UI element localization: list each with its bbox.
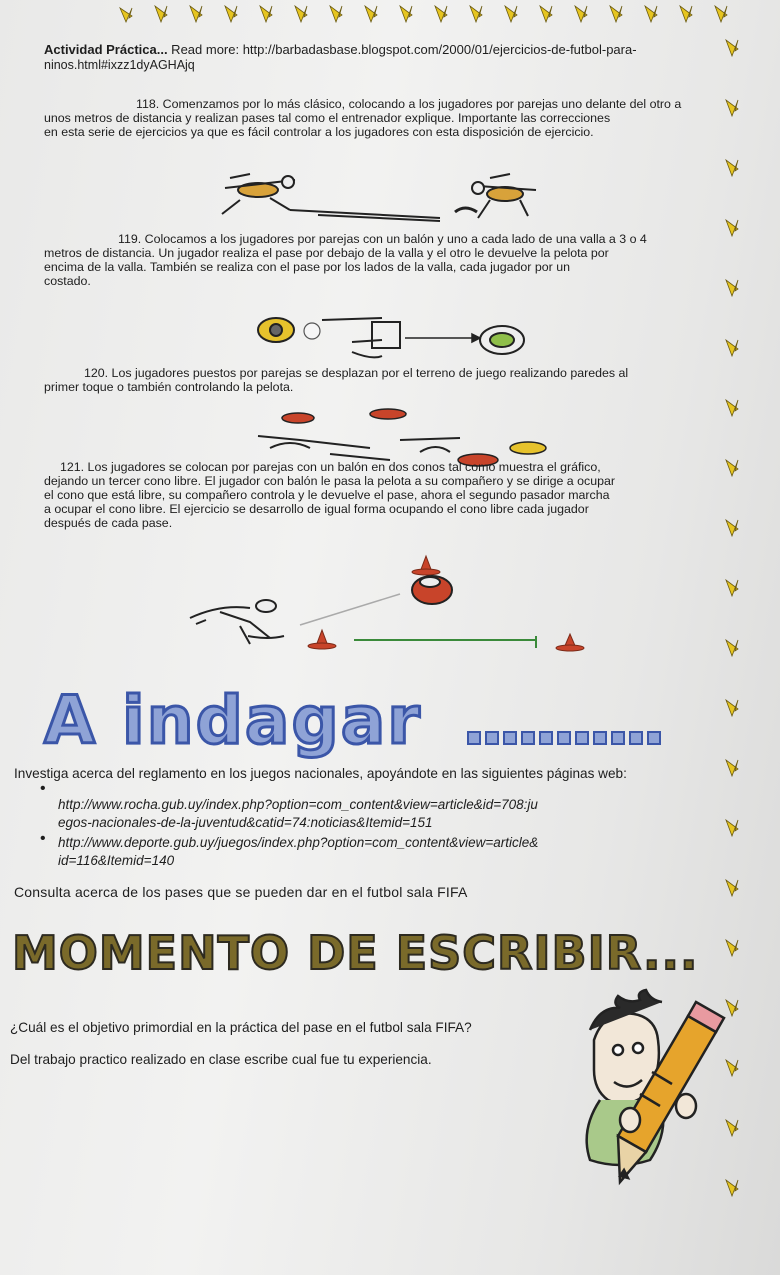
exercise-121-line1: 121. Los jugadores se colocan por parejas con un balón en dos conos tal como muestra el gráfico, (60, 460, 601, 474)
exercise-120-line2: primer toque o también controlando la pelota. (44, 380, 294, 394)
read-more-link[interactable]: Read more: http://barbadasbase.blogspot.com/2000/01/ejercicios-de-futbol-para- (167, 42, 637, 57)
exercise-118-line1: 118. Comenzamos por lo más clásico, colocando a los jugadores por parejas uno delante del otro a (136, 97, 682, 111)
indagar-heading: A indagar (44, 682, 422, 759)
link-deporte-line1[interactable]: http://www.deporte.gub.uy/juegos/index.php?option=com_content&view=article& (58, 835, 539, 850)
exercise-121-line4: a ocupar el cono libre. El ejercicio se desarrollo de igual forma ocupando el cono libre cada jugador (44, 502, 589, 516)
exercise-118-line3: en esta serie de ejercicios ya que es fácil controlar a los jugadores con esta disposición de ejercicio. (44, 125, 594, 139)
bullet-2: • (40, 830, 46, 847)
exercise-121-line5: después de cada pase. (44, 516, 173, 530)
exercise-119-line3: encima de la valla. También se realiza con el pase por los lados de la valla, cada jugador por un (44, 260, 571, 274)
exercise-119-line2: metros de distancia. Un jugador realiza el pase por debajo de la valla y el otro le devuelve la pelota por (44, 246, 609, 260)
indagar-intro: Investiga acerca del reglamento en los juegos nacionales, apoyándote en las siguientes páginas web: (14, 766, 627, 781)
link-deporte-line2[interactable]: id=116&Itemid=140 (58, 853, 175, 868)
exercise-118-line2: unos metros de distancia y realizan pases tal como el entrenador explique. Importante las correcciones (44, 111, 611, 125)
consulta-text: Consulta acerca de los pases que se pueden dar en el futbol sala FIFA (14, 884, 468, 900)
bullet-1: • (40, 780, 46, 797)
activity-title: Actividad Práctica... (44, 42, 168, 57)
exercise-121-line3: el cono que está libre, su compañero controla y le devuelve el pase, ahora el segundo pasador marcha (44, 488, 610, 502)
exercise-119-line1: 119. Colocamos a los jugadores por parejas con un balón y uno a cada lado de una valla a 3 o 4 (118, 232, 647, 246)
url-continuation[interactable]: ninos.html#ixzz1dyAGHAjq (44, 58, 195, 72)
escribir-heading: MOMENTO DE ESCRIBIR... (12, 926, 699, 980)
link-rocha-line1[interactable]: http://www.rocha.gub.uy/index.php?option=com_content&view=article&id=708:ju (58, 797, 538, 812)
question-1: ¿Cuál es el objetivo primordial en la práctica del pase en el futbol sala FIFA? (10, 1020, 472, 1035)
link-rocha-line2[interactable]: egos-nacionales-de-la-juventud&catid=74:noticias&Itemid=151 (58, 815, 433, 830)
exercise-120-line1: 120. Los jugadores puestos por parejas se desplazan por el terreno de juego realizando paredes al (84, 366, 629, 380)
question-2: Del trabajo practico realizado en clase escribe cual fue tu experiencia. (10, 1052, 432, 1067)
exercise-119-line4: costado. (44, 274, 91, 288)
exercise-121-line2: dejando un tercer cono libre. El jugador con balón le pasa la pelota a su compañero y se dirige a ocupar (44, 474, 616, 488)
